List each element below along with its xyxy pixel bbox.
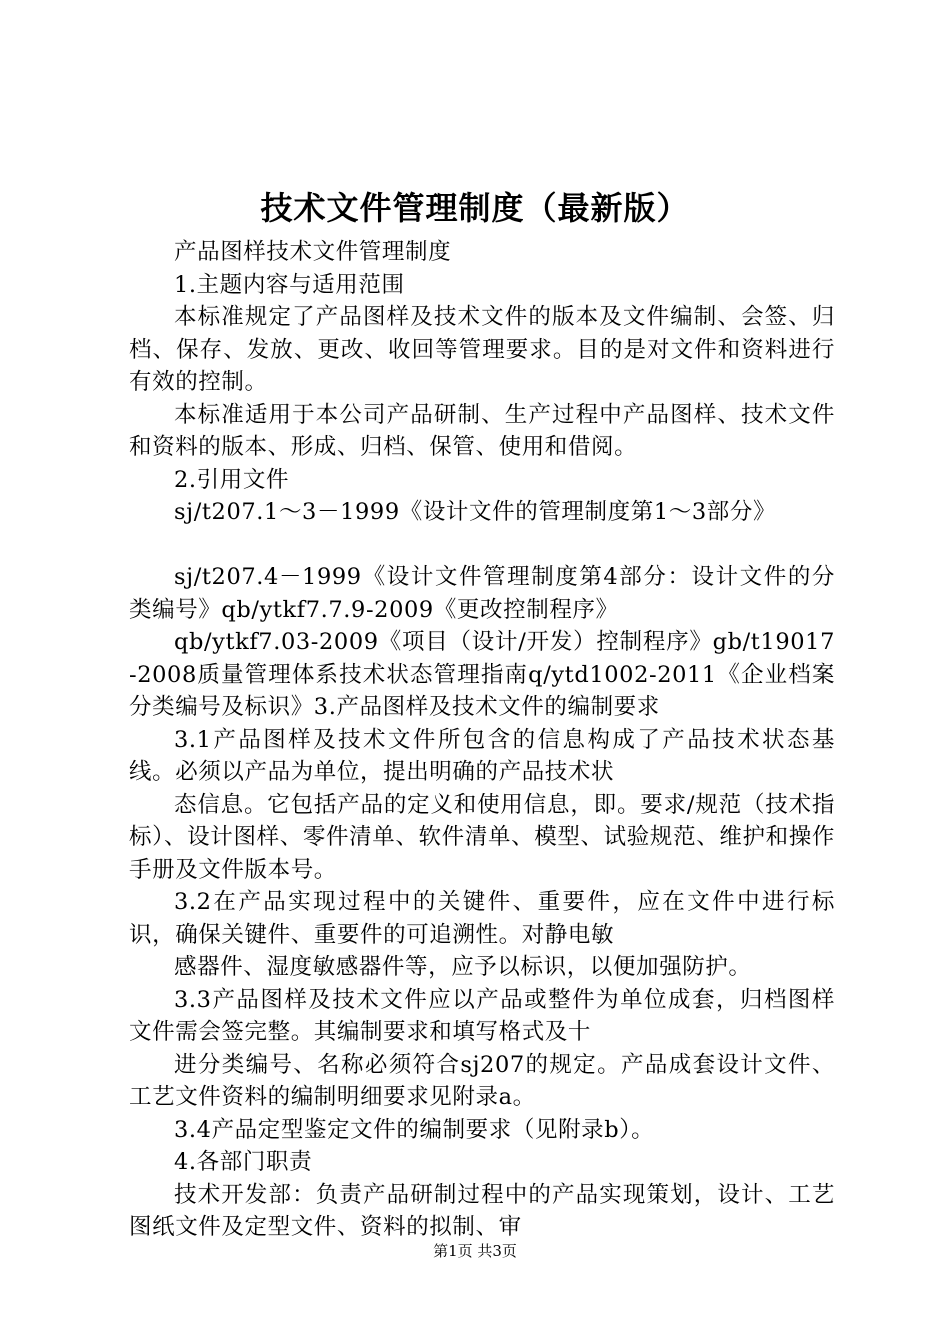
page-number-footer: 第1页 共3页 [433, 1242, 517, 1260]
paragraph: 1.主题内容与适用范围 [174, 271, 405, 298]
paragraph: 4.各部门职责 [174, 1149, 313, 1175]
paragraph: 3.1产品图样及技术文件所包含的信息构成了产品技术状态基线。必须以产品为单位，提出明确的产品技术状 [129, 726, 835, 785]
paragraph: 3.4产品定型鉴定文件的编制要求（见附录b）。 [174, 1116, 655, 1143]
document-title: 技术文件管理制度（最新版） [260, 189, 690, 227]
paragraph: sj/t207.1～3－1999《设计文件的管理制度第1～3部分》 [174, 499, 777, 525]
paragraph: 态信息。它包括产品的定义和使用信息，即。要求/规范（技术指标）、设计图样、零件清单、软件清单、模型、试验规范、维护和操作手册及文件版本号。 [129, 791, 835, 883]
paragraph: 技术开发部：负责产品研制过程中的产品实现策划，设计、工艺图纸文件及定型文件、资料的拟制、审 [129, 1181, 835, 1240]
blank-line [129, 529, 835, 562]
paragraph: qb/ytkf7.03-2009《项目（设计/开发）控制程序》gb/t19017-2008质量管理体系技术状态管理指南q/ytd1002-2011《企业档案分类编号及标识》3.产品图样及技术文件的编制要求 [129, 629, 835, 720]
document-body [129, 236, 835, 1244]
paragraph: 感器件、湿度敏感器件等，应予以标识，以便加强防护。 [174, 954, 752, 980]
paragraph: 本标准规定了产品图样及技术文件的版本及文件编制、会签、归档、保存、发放、更改、收回等管理要求。目的是对文件和资料进行有效的控制。 [129, 304, 835, 395]
paragraph: 进分类编号、名称必须符合sj207的规定。产品成套设计文件、工艺文件资料的编制明细要求见附录a。 [129, 1051, 835, 1110]
paragraph: 本标准适用于本公司产品研制、生产过程中产品图样、技术文件和资料的版本、形成、归档、保管、使用和借阅。 [129, 401, 835, 460]
paragraph: 2.引用文件 [174, 466, 290, 493]
paragraph: 3.2在产品实现过程中的关键件、重要件，应在文件中进行标识，确保关键件、重要件的可追溯性。对静电敏 [129, 889, 835, 948]
paragraph: 产品图样技术文件管理制度 [174, 239, 452, 265]
paragraph: sj/t207.4－1999《设计文件管理制度第4部分：设计文件的分类编号》qb/ytkf7.7.9-2009《更改控制程序》 [129, 564, 835, 623]
paragraph: 3.3产品图样及技术文件应以产品或整件为单位成套，归档图样文件需会签完整。其编制要求和填写格式及十 [129, 986, 835, 1045]
